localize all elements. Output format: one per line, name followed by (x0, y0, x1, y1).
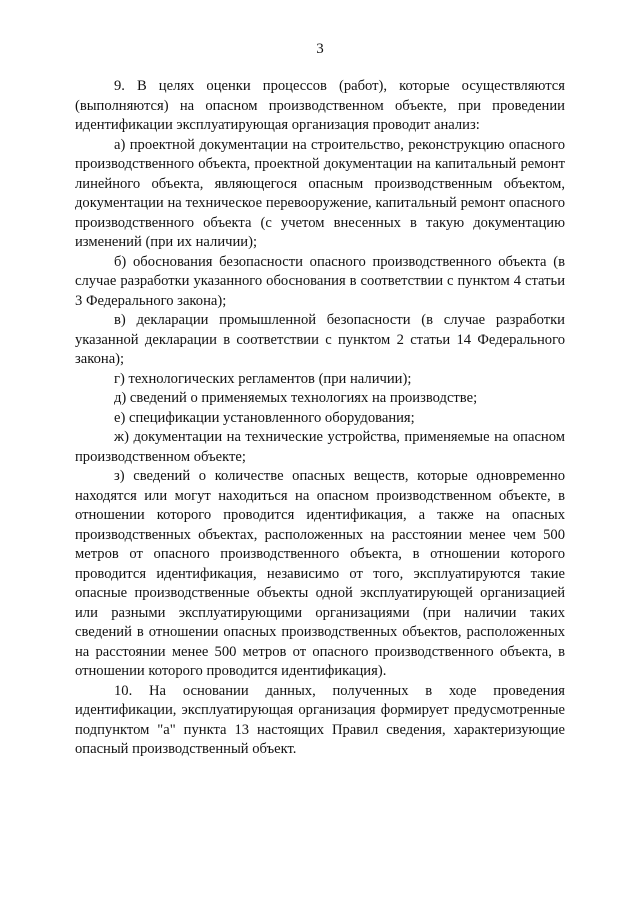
paragraph-9zh: ж) документации на технические устройства, применяемые на опасном производственном объекте; (75, 429, 565, 465)
paragraph-9v: в) декларации промышленной безопасности (в случае разработки указанной декларации в соответствии с пунктом 2 статьи 14 Федерального закона); (75, 312, 565, 367)
paragraph-9b: б) обоснования безопасности опасного производственного объекта (в случае разработки указанного обоснования в соответствии с пунктом 4 статьи 3 Федерального закона); (75, 253, 565, 309)
paragraph-9z: з) сведений о количестве опасных веществ, которые одновременно находятся или могут находиться на опасном производственном объекте, в отношении которого проводится идентификация, а также на опасных производственных объектах, расположенных на расстоянии менее чем 500 метров от опасного производственного объекта, в отношении которого проводится идентификация, независимо от того, эксплуатируются такие опасные производственные объекты одной эксплуатирующей организацией или разными эксплуатирующими организациями (при наличии таких сведений в отношении опасных производственных объектов, расположенных на расстоянии менее 500 метров от опасного производственного объекта, в отношении которого проводится идентификация). (75, 468, 565, 679)
paragraph-10: 10. На основании данных, полученных в ходе проведения идентификации, эксплуатирующая организация формирует предусмотренные подпунктом "а" пункта 13 настоящих Правил сведения, характеризующие опасный производственный объект. (75, 682, 565, 757)
paragraph-9g: г) технологических регламентов (при наличии); (114, 370, 412, 387)
paragraph-9a: а) проектной документации на строительство, реконструкцию опасного производственного объекта, проектной документации на капитальный ремонт линейного объекта, являющегося опасным производственным объектом, документации на техническое перевооружение, капитальный ремонт опасного производственного объекта (с учетом внесенных в такую документацию изменений (при их наличии); (75, 136, 565, 250)
paragraph-9d: д) сведений о применяемых технологиях на производстве; (114, 390, 478, 406)
paragraph-9: 9. В целях оценки процессов (работ), которые осуществляются (выполняются) на опасном производственном объекте, при проведении идентификации эксплуатирующая организация проводит анализ: (75, 78, 565, 133)
paragraph-9e: е) спецификации установленного оборудования; (114, 409, 415, 426)
document-body (75, 77, 565, 760)
page-number: 3 (316, 41, 324, 57)
